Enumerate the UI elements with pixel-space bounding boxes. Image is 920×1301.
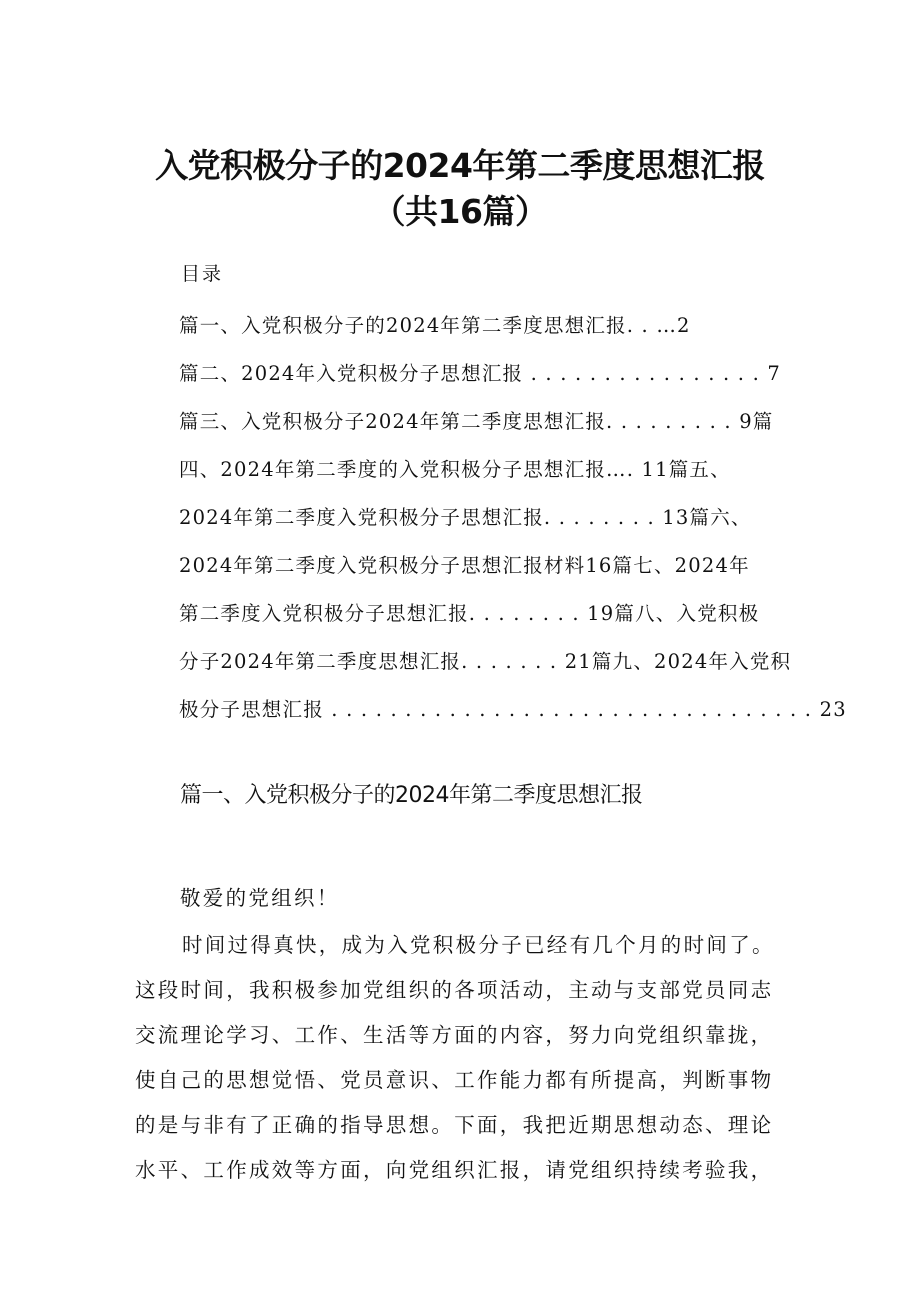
document-title: 入党积极分子的2024年第二季度思想汇报 — [155, 146, 765, 185]
toc-heading: 目录 — [181, 263, 224, 285]
paragraph-line: 这段时间，我积极参加党组织的各项活动，主动与支部党员同志 — [135, 978, 774, 1002]
toc-line-3[interactable]: 篇三、入党积极分子2024年第二季度思想汇报. . . . . . . . . 9篇 — [179, 410, 774, 433]
toc-line-9[interactable]: 极分子思想汇报 . . . . . . . . . . . . . . . . . . . . . . . . . . . . . . . . . 23 — [179, 698, 847, 721]
paragraph-line: 使自己的思想觉悟、党员意识、工作能力都有所提高，判断事物 — [135, 1068, 774, 1092]
document-subtitle: （共16篇） — [372, 192, 548, 231]
toc-line-2[interactable]: 篇二、2024年入党积极分子思想汇报 . . . . . . . . . . . . . . . . 7 — [179, 362, 781, 385]
toc-line-6[interactable]: 2024年第二季度入党积极分子思想汇报材料16篇七、2024年 — [179, 554, 750, 577]
toc-line-4[interactable]: 四、2024年第二季度的入党积极分子思想汇报…. 11篇五、 — [179, 458, 731, 481]
paragraph-line: 交流理论学习、工作、生活等方面的内容，努力向党组织靠拢， — [135, 1023, 774, 1047]
paragraph-line: 时间过得真快，成为入党积极分子已经有几个月的时间了。 — [182, 933, 775, 957]
paragraph-line: 水平、工作成效等方面，向党组织汇报，请党组织持续考验我， — [135, 1158, 774, 1182]
toc-line-8[interactable]: 分子2024年第二季度思想汇报. . . . . . . 21篇九、2024年入党积 — [179, 650, 792, 673]
toc-line-5[interactable]: 2024年第二季度入党积极分子思想汇报. . . . . . . . 13篇六、 — [179, 506, 752, 529]
toc-line-1[interactable]: 篇一、入党积极分子的2024年第二季度思想汇报. . …2 — [179, 314, 691, 337]
paragraph-line: 的是与非有了正确的指导思想。下面，我把近期思想动态、理论 — [135, 1113, 774, 1137]
salutation: 敬爱的党组织！ — [180, 886, 340, 910]
section-heading: 篇一、入党积极分子的2024年第二季度思想汇报 — [180, 783, 643, 808]
toc-line-7[interactable]: 第二季度入党积极分子思想汇报. . . . . . . . 19篇八、入党积极 — [179, 602, 760, 625]
